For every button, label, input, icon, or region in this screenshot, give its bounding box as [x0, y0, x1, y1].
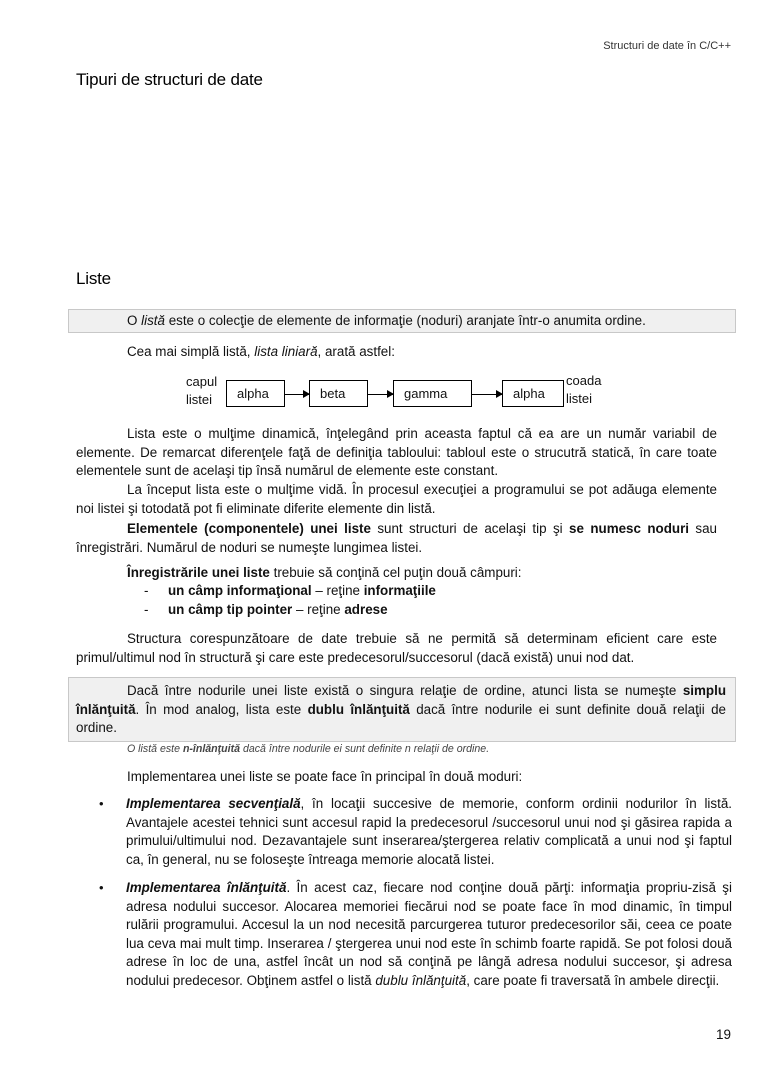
head-label-line: listei [186, 392, 213, 407]
note-term: n-înlănţuită [182, 743, 241, 755]
note-text-part: O listă este [127, 743, 183, 755]
bullet-linked [126, 879, 732, 991]
intro-text-part: , arată astfel: [317, 344, 395, 359]
paragraph-text-part: sunt structuri de acelaşi tip şi [370, 521, 570, 536]
bullet-title: Implementarea secvenţială [126, 796, 301, 811]
bullet-term: dublu înlănţuită [375, 972, 467, 988]
emphasis-text: dublu înlănţuită [307, 701, 410, 717]
footnote-n-linked [127, 743, 489, 755]
field-role: informaţiile [363, 583, 436, 598]
field-text: – reţine [311, 583, 364, 598]
list-node: alpha [502, 380, 564, 407]
list-node: gamma [393, 380, 472, 407]
bullet-text: . În acest caz, fiecare nod conţine două părţi: informaţia propriu-zisă şi adresa nodului succesor. Alocarea memoriei fiecărui nod se poate face în mod dinamic, în timpul rulării programului. Accesul la un nod necesită parcurgerea tuturor predecesorilor săi, ceea ce poate lua ceva mai mult timp. Inserarea / ştergerea unui nod este în schimb foarte rapidă. Se pot folosi două adrese în loc de una, astfel încât un nod să conţină pe lângă adresa nodului succesor, şi adresa nodului predecesor. Obţinem astfel o listă [126, 880, 732, 988]
field-name: un câmp tip pointer [168, 602, 293, 617]
emphasis-text: Înregistrările unei liste [127, 565, 270, 580]
paragraph-empty-list: La început lista este o mulţime vidă. În procesul execuţiei a programului se pot adăuga elemente noi listei şi totodată pot fi eliminate diferite elemente din listă. [76, 482, 717, 516]
intro-term: lista liniară [254, 344, 318, 359]
tail-label-line: listei [566, 391, 593, 406]
linked-list-diagram [186, 370, 636, 414]
paragraph-records [127, 564, 522, 583]
order-text-part: dacă între nodurile ei sunt definite două relaţii de ordine. [76, 701, 726, 736]
definition-box [68, 309, 736, 333]
field-name: un câmp informaţional [168, 583, 312, 598]
bullet-marker: • [99, 880, 104, 895]
field-item [144, 582, 436, 601]
dash-marker: - [144, 602, 149, 617]
paragraph-dynamic-set: Lista este o mulţime dinamică, înţelegând prin aceasta faptul că ea are un număr variabil de elemente. De remarcat diferenţele faţă de definiţia tabloului: tabloul este o strucutră statică, în care toate elementele sunt de acelaşi tip însă numărul de elemente este constant. [76, 426, 717, 479]
head-label [186, 373, 217, 409]
definition-text-part: O [127, 313, 142, 328]
bullet-marker: • [99, 796, 104, 811]
section-title-lists: Liste [76, 269, 111, 288]
order-relation-text [76, 682, 726, 738]
next-arrow [285, 394, 309, 395]
emphasis-text: simplu înlănţuită [76, 683, 726, 717]
bullet-text: , care poate fi traversată în ambele direcţii. [466, 972, 720, 988]
bullet-text: , în locaţii succesive de memorie, conform ordinii nodurilor în listă. Avantajele acestei tehnici sunt accesul rapid la predecesorul /succesorul unui nod şi găsirea rapida a primului/ultimului nod. Dezavantajele sunt inserarea/ştergerea relativ complicată a unui nod şi faptul ca, în general, nu se foloseşte întreaga memorie alocată listei. [126, 796, 732, 867]
bullet-title: Implementarea înlănţuită [126, 880, 287, 895]
paragraph-text-part: sau înregistrări. Numărul de noduri se numeşte lungimea listei. [76, 521, 717, 555]
next-arrow [368, 394, 393, 395]
section-title-types: Tipuri de structuri de date [76, 70, 263, 89]
implementation-intro: Implementarea unei liste se poate face în principal în două moduri: [127, 769, 523, 784]
paragraph-nodes [76, 520, 717, 557]
list-node: alpha [226, 380, 285, 407]
definition-text [127, 312, 646, 331]
head-label-line: capul [186, 374, 218, 389]
field-role: adrese [344, 602, 388, 617]
order-relation-box [68, 677, 736, 742]
definition-term: listă [141, 313, 165, 328]
order-text-part: . În mod analog, lista este [135, 701, 308, 717]
running-head: Structuri de date în C/C++ [603, 40, 731, 52]
tail-label-line: coada [566, 373, 602, 388]
emphasis-text: se numesc noduri [569, 521, 689, 536]
paragraph-structure: Structura corespunzătoare de date trebuie să ne permită să determinam eficient care este primul/ultimul nod în structură şi care este predecesorul/succesorul (dacă există) unui nod dat. [76, 631, 717, 665]
order-text-part: Dacă între nodurile unei liste există o singura relaţie de ordine, atunci lista se numeşte [127, 683, 683, 698]
page-number: 19 [715, 1027, 731, 1042]
note-text-part: dacă între nodurile ei sunt definite n relaţii de ordine. [240, 743, 490, 755]
field-item [144, 601, 388, 620]
paragraph-text-part: trebuie să conţină cel puţin două câmpuri: [269, 565, 522, 580]
bullet-sequential [126, 795, 732, 869]
definition-text-part: este o colecţie de elemente de informaţie (noduri) aranjate într-o anumita ordine. [164, 313, 646, 328]
tail-label [566, 372, 601, 408]
intro-text-part: Cea mai simplă listă, [127, 344, 255, 359]
dash-marker: - [144, 583, 149, 598]
field-text: – reţine [292, 602, 345, 617]
next-arrow [472, 394, 502, 395]
intro-paragraph [127, 343, 395, 362]
list-node: beta [309, 380, 368, 407]
emphasis-text: Elementele (componentele) unei liste [127, 521, 371, 536]
